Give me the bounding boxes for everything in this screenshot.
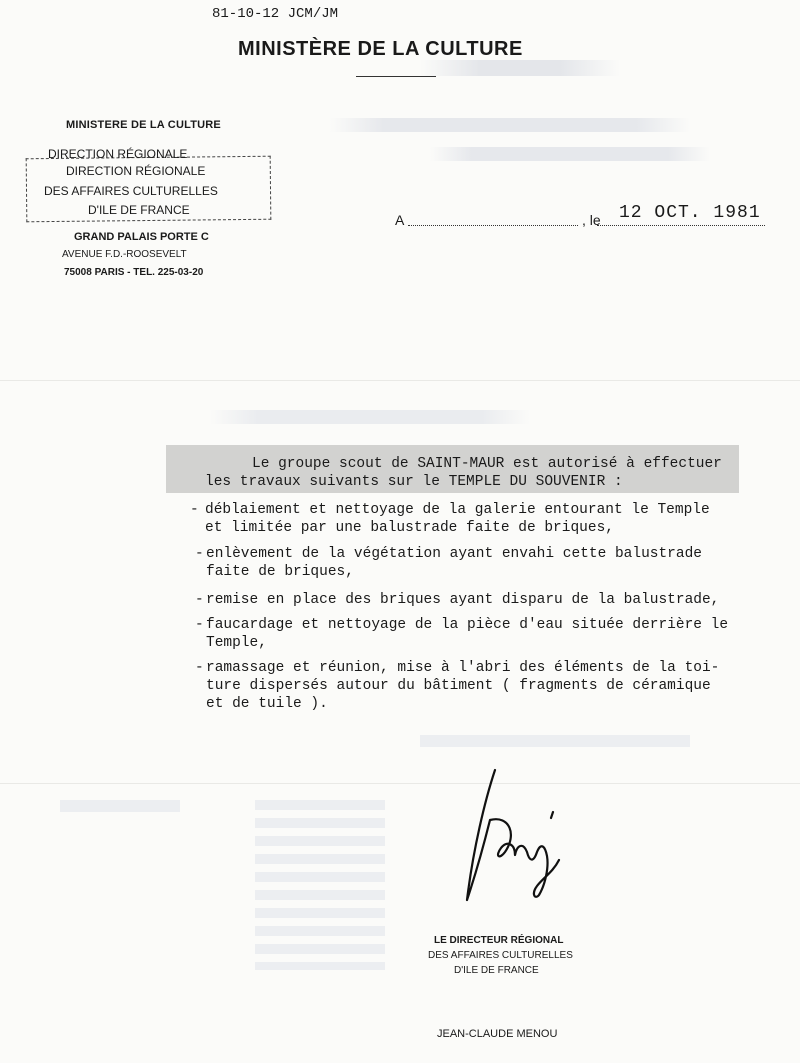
stamp-line: D'ILE DE FRANCE bbox=[88, 203, 190, 217]
item-line: remise en place des briques ayant disparu de la balustrade, bbox=[206, 592, 720, 608]
date-blank bbox=[597, 225, 765, 226]
item-marker: - bbox=[195, 617, 204, 633]
item-line: et de tuile ). bbox=[206, 696, 328, 712]
item-marker: - bbox=[195, 660, 204, 676]
stamp-line: DES AFFAIRES CULTURELLES bbox=[44, 184, 218, 198]
item-marker: - bbox=[195, 546, 204, 562]
signatory-title-line: LE DIRECTEUR RÉGIONAL bbox=[434, 935, 564, 946]
stamp-ministry: MINISTERE DE LA CULTURE bbox=[66, 119, 221, 131]
bleed-through-mark bbox=[420, 60, 620, 76]
reference-code: 81-10-12 JCM/JM bbox=[212, 6, 339, 22]
item-line: faite de briques, bbox=[206, 564, 354, 580]
signer-name: JEAN-CLAUDE MENOU bbox=[437, 1028, 558, 1040]
date-stamp: 12 OCT. 1981 bbox=[619, 203, 761, 223]
item-line: ture dispersés autour du bâtiment ( fragments de céramique bbox=[206, 678, 711, 694]
item-line: déblaiement et nettoyage de la galerie entourant le Temple bbox=[205, 502, 710, 518]
place-blank bbox=[408, 225, 578, 226]
stamp-line: DIRECTION RÉGIONALE bbox=[66, 164, 206, 178]
date-prefix: , le bbox=[582, 212, 601, 228]
signatory-title-line: DES AFFAIRES CULTURELLES bbox=[428, 950, 573, 961]
item-line: faucardage et nettoyage de la pièce d'eau située derrière le bbox=[206, 617, 729, 633]
intro-line: les travaux suivants sur le TEMPLE DU SOUVENIR : bbox=[205, 474, 623, 490]
fold-line bbox=[0, 783, 800, 784]
place-prefix: A bbox=[395, 212, 405, 228]
item-line: ramassage et réunion, mise à l'abri des éléments de la toi- bbox=[206, 660, 720, 676]
address-line: 75008 PARIS - TEL. 225-03-20 bbox=[64, 267, 204, 278]
address-line: GRAND PALAIS PORTE C bbox=[74, 231, 209, 243]
bleed-through-text bbox=[560, 40, 570, 58]
fold-line bbox=[0, 380, 800, 381]
stamp-overprint-line: DIRECTION RÉGIONALE bbox=[48, 147, 188, 161]
item-marker: - bbox=[190, 502, 199, 518]
item-line: enlèvement de la végétation ayant envahi cette balustrade bbox=[206, 546, 702, 562]
item-marker: - bbox=[195, 592, 204, 608]
intro-line: Le groupe scout de SAINT-MAUR est autorisé à effectuer bbox=[252, 456, 722, 472]
bleed-through-mark bbox=[60, 800, 180, 812]
item-line: et limitée par une balustrade faite de briques, bbox=[205, 520, 614, 536]
bleed-through-mark bbox=[255, 800, 385, 970]
bleed-through-mark bbox=[420, 735, 690, 747]
ministry-title: MINISTÈRE DE LA CULTURE bbox=[238, 38, 523, 60]
bleed-through-mark bbox=[430, 147, 710, 161]
item-line: Temple, bbox=[206, 635, 267, 651]
address-line: AVENUE F.D.-ROOSEVELT bbox=[62, 249, 187, 260]
handwritten-signature bbox=[455, 760, 585, 920]
signatory-title-line: D'ILE DE FRANCE bbox=[454, 965, 539, 976]
bleed-through-mark bbox=[330, 118, 690, 132]
title-underline bbox=[356, 76, 436, 77]
bleed-through-mark bbox=[210, 410, 530, 424]
